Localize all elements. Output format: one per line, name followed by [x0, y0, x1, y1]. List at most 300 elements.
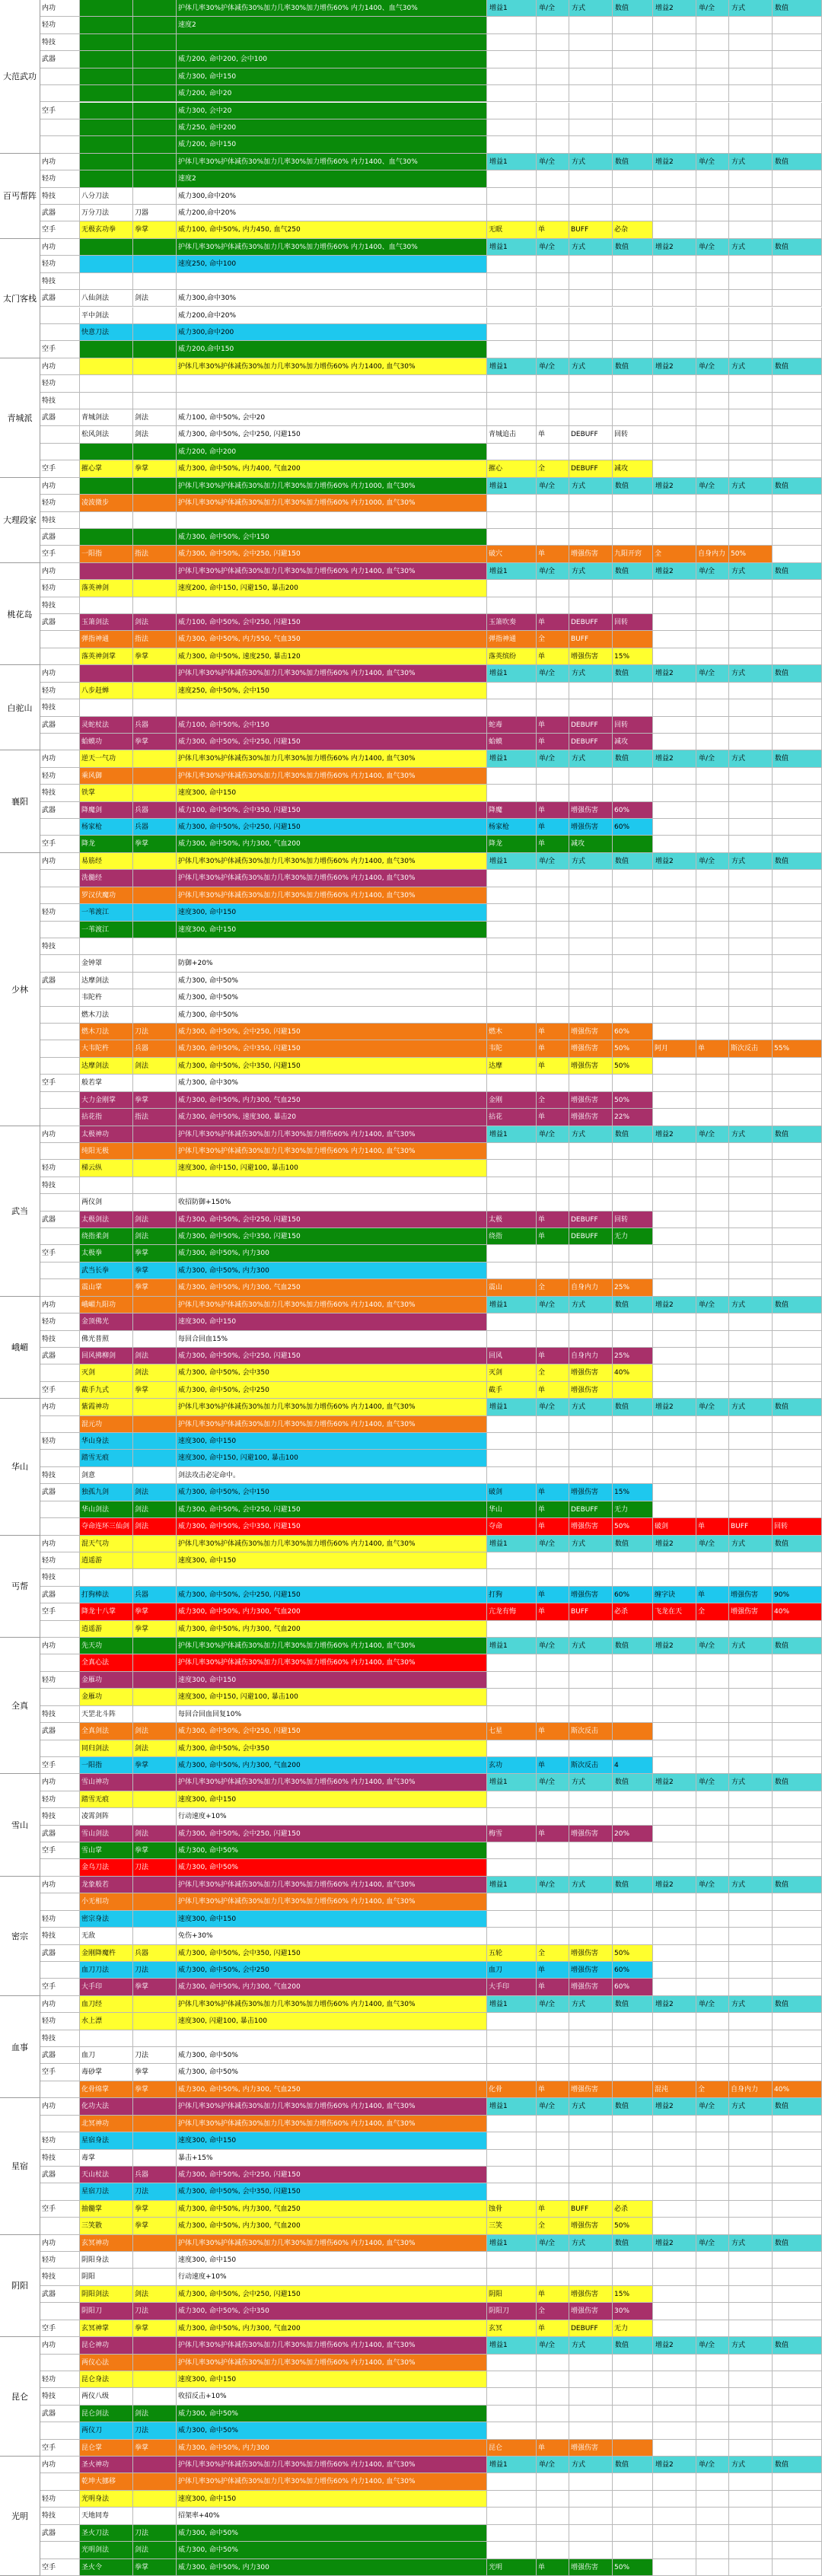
cell-text: 护体几率30%护体减伤30%加力几率30%加力增伤60% 内力1400, 血气30% [178, 874, 416, 883]
buff-cell [613, 2116, 653, 2132]
buff-cell [696, 1826, 729, 1842]
buff-cell [696, 170, 729, 187]
skill-cell [80, 188, 133, 205]
cell-text: 蛤蟆功 [81, 737, 103, 746]
buff-cell [653, 938, 696, 955]
skill-cell [80, 1826, 133, 1842]
cell-text: 全 [538, 635, 546, 644]
header-cell [537, 358, 569, 375]
cell-text: 速度300, 闪避100, 暴击100 [178, 2017, 267, 2026]
buff-cell [696, 1075, 729, 1091]
buff-cell [537, 1348, 569, 1364]
stats-cell [177, 1587, 487, 1603]
cell-text: 护体几率30%护体减伤30%加力几率30%加力增伤60% 内力1400, 血气30% [178, 2478, 416, 2486]
cell-text: 空手 [42, 550, 56, 559]
buff-cell [696, 1979, 729, 1995]
header-cell [653, 2457, 696, 2473]
cell-text: 空手 [42, 1761, 56, 1769]
buff-cell [487, 205, 537, 221]
cell-text: 单 [538, 840, 546, 849]
stats-cell [177, 1364, 487, 1381]
skill-cell [133, 68, 177, 85]
cell-text: 增益2 [655, 362, 674, 371]
skill-cell [133, 1826, 177, 1842]
buff-cell [537, 221, 569, 238]
buff-cell [487, 819, 537, 836]
buff-cell [613, 2286, 653, 2303]
buff-cell [653, 512, 696, 529]
cell-text: 每回合回血回复10% [178, 1710, 242, 1718]
cell-text: 威力300, 命中50%, 会中250, 闪避150 [178, 1028, 301, 1036]
header-cell [613, 1126, 653, 1143]
cell-text: 增益1 [489, 362, 508, 371]
buff-cell [487, 375, 537, 392]
buff-cell [773, 989, 822, 1006]
buff-cell [729, 955, 773, 972]
cell-text: 大韦陀杵 [81, 1045, 110, 1053]
buff-cell [537, 955, 569, 972]
buff-cell [569, 495, 613, 511]
header-cell [773, 2457, 822, 2473]
cell-text: 速度250, 命中100 [178, 260, 237, 269]
skill-cell [133, 2235, 177, 2252]
buff-cell [569, 2303, 613, 2320]
buff-cell [729, 2542, 773, 2558]
cell-text: 拳掌 [135, 1608, 149, 1616]
slot-cell [40, 1672, 80, 1689]
cell-text: 速度300, 命中150 [178, 2375, 237, 2383]
buff-cell [613, 119, 653, 136]
cell-text: 数值 [615, 482, 629, 490]
skill-cell [133, 2013, 177, 2030]
buff-cell [487, 2286, 537, 2303]
cell-text: 蛇毒 [489, 721, 503, 729]
buff-cell [773, 973, 822, 989]
buff-cell [653, 717, 696, 734]
skill-cell [133, 1518, 177, 1535]
buff-cell [613, 2183, 653, 2200]
cell-text: 方式 [731, 1130, 746, 1138]
cell-text: 轻功 [42, 2495, 56, 2503]
cell-text: 华山剑法 [81, 1505, 110, 1514]
buff-cell [487, 1928, 537, 1944]
cell-text: 50% [614, 1949, 630, 1957]
header-cell [487, 1877, 537, 1893]
buff-cell [487, 836, 537, 852]
cell-text: 单/全 [699, 567, 715, 575]
section-name [0, 2098, 40, 2234]
buff-cell [487, 341, 537, 358]
buff-cell [773, 904, 822, 921]
buff-cell [487, 1416, 537, 1433]
skill-cell [133, 2183, 177, 2200]
cell-text: 空手 [42, 107, 56, 115]
buff-cell [537, 1859, 569, 1876]
slot-cell [40, 887, 80, 904]
buff-cell [613, 989, 653, 1006]
cell-text: 数值 [615, 5, 629, 12]
buff-cell [569, 1621, 613, 1638]
cell-text: 威力300, 命中50%, 会中250 [178, 1386, 269, 1394]
buff-cell [653, 1826, 696, 1842]
skill-cell [133, 563, 177, 580]
buff-cell [537, 2422, 569, 2439]
cell-text: 单/全 [539, 2342, 556, 2350]
header-cell [487, 0, 537, 17]
buff-cell [729, 1109, 773, 1126]
buff-cell [613, 1791, 653, 1808]
buff-cell [729, 1552, 773, 1569]
buff-cell [696, 1348, 729, 1364]
cell-text: 特技 [42, 277, 56, 285]
buff-cell [696, 1740, 729, 1757]
buff-cell [653, 2320, 696, 2337]
cell-text: 威力300, 命中50%, 内力300, 气血200 [178, 1625, 301, 1633]
slot-cell [40, 2013, 80, 2030]
cell-text: DEBUFF [571, 1215, 598, 1224]
buff-cell [613, 648, 653, 665]
buff-cell [613, 460, 653, 477]
skill-cell [133, 1723, 177, 1740]
cell-text: 武器 [42, 1352, 56, 1360]
buff-cell [487, 2183, 537, 2200]
skill-cell [133, 2355, 177, 2371]
buff-cell [487, 2473, 537, 2490]
cell-text: 无力 [614, 1505, 629, 1514]
buff-cell [773, 1689, 822, 1705]
cell-text: 威力300, 命中50%, 内力300 [178, 2444, 269, 2452]
cell-text: 增益1 [489, 1301, 508, 1309]
slot-cell [40, 1893, 80, 1910]
cell-text: 大手印 [489, 1983, 510, 1992]
cell-text: 华山 [489, 1505, 503, 1514]
cell-text: 增益2 [655, 1403, 674, 1412]
header-cell [487, 1996, 537, 2013]
header-cell [613, 1536, 653, 1552]
cell-text: 单/全 [539, 2103, 556, 2111]
cell-text: 八分刀法 [81, 192, 110, 200]
slot-cell [40, 1228, 80, 1245]
skill-cell [80, 17, 133, 33]
buff-cell [773, 170, 822, 187]
buff-cell [613, 1024, 653, 1040]
buff-cell [487, 2525, 537, 2542]
buff-cell [773, 580, 822, 597]
header-cell [696, 2235, 729, 2252]
cell-text: 方式 [731, 482, 746, 490]
buff-cell [653, 2406, 696, 2422]
cell-text: 特技 [42, 2512, 56, 2520]
header-cell [487, 1126, 537, 1143]
cell-text: 回转 [614, 721, 629, 729]
section-name [0, 1996, 40, 2099]
slot-cell [40, 1382, 80, 1399]
cell-text: 无极玄功拳 [81, 226, 116, 234]
cell-text: 方式 [731, 755, 746, 763]
buff-cell [487, 614, 537, 631]
buff-cell [537, 2525, 569, 2542]
buff-cell [487, 1842, 537, 1859]
skill-cell [133, 205, 177, 221]
buff-cell [696, 2320, 729, 2337]
buff-cell [729, 2286, 773, 2303]
skill-cell [80, 512, 133, 529]
cell-text: 威力300, 命中50% [178, 2546, 238, 2555]
cell-text: 缠字诀 [655, 1590, 676, 1599]
cell-text: 15% [614, 652, 630, 661]
buff-cell [773, 734, 822, 750]
cell-text: 燃木刀法 [81, 1028, 110, 1036]
buff-cell [569, 1979, 613, 1995]
cell-text: 无力 [614, 2324, 629, 2332]
buff-cell [773, 1484, 822, 1501]
cell-text: BUFF [571, 2205, 589, 2213]
buff-cell [487, 51, 537, 68]
cell-text: 增强伤害 [571, 1028, 599, 1036]
cell-text: 威力100, 命中50%, 会中250, 闪避150 [178, 619, 301, 627]
cell-text: 增益2 [655, 1880, 674, 1889]
buff-cell [569, 768, 613, 785]
cell-text: 单 [538, 1608, 546, 1616]
skill-cell [80, 1587, 133, 1603]
cell-text: 特技 [42, 601, 56, 610]
cell-text: 护体几率30%护体减伤30%加力几率30%加力增伤60% 内力1000, 血气30% [178, 499, 416, 508]
skill-cell [133, 2559, 177, 2576]
header-cell [773, 750, 822, 767]
buff-cell [773, 1842, 822, 1859]
slot-cell [40, 2355, 80, 2371]
cell-text: 护体几率30%护体减伤30%加力几率30%加力增伤60% 内力1400, 血气30% [178, 362, 416, 371]
cell-text: 护体几率30%护体减伤30%加力几率30%加力增伤60% 内力1400, 血气30% [178, 2000, 416, 2008]
buff-cell [653, 1928, 696, 1944]
cell-text: 方式 [731, 1642, 746, 1651]
buff-cell [487, 1331, 537, 1348]
buff-cell [773, 1979, 822, 1995]
cell-text: 威力300, 命中50%, 内力300, 气血250 [178, 1096, 301, 1104]
cell-text: 必杀 [614, 2205, 629, 2213]
buff-cell [696, 2525, 729, 2542]
cell-text: 乾坤大挪移 [81, 2478, 116, 2486]
stats-cell [177, 68, 487, 85]
buff-cell [537, 1024, 569, 1040]
buff-cell [729, 1672, 773, 1689]
slot-cell [40, 683, 80, 699]
slot-cell [40, 1109, 80, 1126]
skill-cell [80, 1569, 133, 1586]
cell-text: 数值 [775, 670, 789, 678]
cell-text: 玄冥神功 [81, 2239, 110, 2247]
buff-cell [653, 614, 696, 631]
buff-cell [696, 1212, 729, 1228]
buff-cell [537, 1962, 569, 1979]
buff-cell [537, 1587, 569, 1603]
buff-cell [696, 341, 729, 358]
buff-cell [729, 2047, 773, 2064]
buff-cell [569, 1109, 613, 1126]
cell-text: 单/全 [699, 243, 715, 251]
buff-cell [487, 597, 537, 614]
buff-cell [487, 1654, 537, 1671]
cell-text: 单/全 [699, 2000, 715, 2008]
cell-text: 万分刀法 [81, 209, 110, 217]
buff-cell [773, 2525, 822, 2542]
buff-cell [653, 2030, 696, 2047]
buff-cell [537, 597, 569, 614]
buff-cell [487, 1911, 537, 1928]
buff-cell [613, 734, 653, 750]
header-cell [729, 478, 773, 495]
cell-text: 松风剑法 [81, 431, 110, 439]
buff-cell [569, 887, 613, 904]
skill-cell [133, 631, 177, 648]
cell-text: 特技 [42, 38, 56, 46]
cell-text: 圣火神功 [81, 2461, 110, 2469]
cell-text: 4 [614, 1761, 619, 1769]
buff-cell [569, 2150, 613, 2167]
skill-cell [80, 904, 133, 921]
cell-text: 剑意 [81, 1471, 96, 1479]
header-cell [613, 1297, 653, 1313]
section-name [0, 154, 40, 239]
buff-cell [569, 205, 613, 221]
header-cell [696, 154, 729, 170]
header-cell [729, 1774, 773, 1791]
cell-text: 回转 [774, 1523, 789, 1531]
cell-text: 全 [698, 2085, 706, 2094]
cell-text: 轻功 [42, 2375, 56, 2383]
stats-cell [177, 512, 487, 529]
buff-cell [537, 683, 569, 699]
buff-cell [696, 1706, 729, 1723]
buff-cell [537, 1040, 569, 1057]
cell-text: 轻功 [42, 909, 56, 917]
buff-cell [569, 375, 613, 392]
cell-text: 水上漂 [81, 2017, 103, 2026]
buff-cell [613, 1893, 653, 1910]
buff-cell [653, 1587, 696, 1603]
cell-text: 刀法 [135, 2529, 149, 2537]
cell-text: 方式 [731, 1540, 746, 1548]
cell-text: 增强伤害 [571, 823, 599, 832]
buff-cell [653, 887, 696, 904]
skill-cell [133, 1842, 177, 1859]
skill-cell [133, 478, 177, 495]
cell-text: 梯云纵 [81, 1164, 103, 1173]
skill-cell [133, 1603, 177, 1620]
buff-cell [653, 103, 696, 119]
buff-cell [487, 699, 537, 716]
cell-text: 逍遥游 [81, 1625, 103, 1633]
header-cell [696, 1877, 729, 1893]
skill-cell [80, 665, 133, 682]
skill-cell [80, 1536, 133, 1552]
buff-cell [487, 1433, 537, 1450]
cell-text: 轻功 [42, 584, 56, 593]
buff-cell [653, 785, 696, 801]
buff-cell [653, 1501, 696, 1518]
cell-text: 威力300, 命中50%, 内力300, 气血250 [178, 2085, 301, 2094]
stats-cell [177, 1331, 487, 1348]
stats-cell [177, 170, 487, 187]
skill-cell [80, 2218, 133, 2234]
buff-cell [653, 2013, 696, 2030]
buff-cell [537, 1092, 569, 1109]
cell-text: 三笑散 [81, 2222, 103, 2231]
buff-cell [487, 1024, 537, 1040]
buff-cell [537, 734, 569, 750]
stats-cell [177, 2320, 487, 2337]
cell-text: 速度2 [178, 175, 196, 183]
cell-text: 增益1 [489, 567, 508, 575]
buff-cell [696, 119, 729, 136]
buff-cell [537, 136, 569, 153]
cell-text: 数值 [775, 755, 789, 763]
slot-cell [40, 341, 80, 358]
cell-text: 单/全 [539, 1880, 556, 1889]
buff-cell [773, 188, 822, 205]
buff-cell [569, 870, 613, 887]
buff-cell [773, 1928, 822, 1944]
cell-text: 单/全 [539, 2239, 556, 2247]
cell-text: 易筋经 [81, 857, 103, 865]
buff-cell [613, 2150, 653, 2167]
buff-cell [537, 444, 569, 460]
buff-cell [696, 188, 729, 205]
skill-cell [133, 307, 177, 324]
cell-text: 威力100, 命中50%, 会中350, 闪避150 [178, 806, 301, 814]
slot-cell [40, 1364, 80, 1381]
cell-text: 玄功 [489, 1761, 503, 1769]
slot-cell [40, 717, 80, 734]
stats-cell [177, 2201, 487, 2218]
cell-text: 威力250, 命中200 [178, 123, 237, 132]
skill-cell [80, 614, 133, 631]
buff-cell [537, 1331, 569, 1348]
cell-text: 指法 [135, 635, 149, 644]
buff-cell [773, 1331, 822, 1348]
buff-cell [613, 34, 653, 51]
header-cell [569, 358, 613, 375]
buff-cell [487, 785, 537, 801]
cell-text: 单 [698, 1590, 706, 1599]
buff-cell [696, 409, 729, 426]
cell-text: 威力300, 命中50% [178, 2409, 238, 2418]
buff-cell [537, 1007, 569, 1024]
stats-cell [177, 2525, 487, 2542]
buff-cell [729, 1859, 773, 1876]
cell-text: 威力300, 命中50%, 内力300, 气血200 [178, 1608, 301, 1616]
buff-cell [653, 904, 696, 921]
cell-text: 韦陀 [489, 1045, 503, 1053]
cell-text: 方式 [572, 1301, 586, 1309]
cell-text: 内功 [42, 1778, 56, 1787]
cell-text: 弹指神通 [81, 635, 110, 644]
section-name [0, 853, 40, 1126]
cell-text: 内功 [42, 2461, 56, 2469]
stats-cell [177, 717, 487, 734]
buff-cell [696, 2132, 729, 2149]
buff-cell [729, 1501, 773, 1518]
header-cell [653, 1399, 696, 1415]
header-cell [653, 1297, 696, 1313]
buff-cell [773, 1058, 822, 1075]
buff-cell [696, 1587, 729, 1603]
cell-text: 增益2 [655, 2461, 674, 2469]
cell-text: 增强伤害 [571, 1966, 599, 1974]
slot-cell [40, 853, 80, 870]
slot-cell [40, 2525, 80, 2542]
buff-cell [569, 973, 613, 989]
